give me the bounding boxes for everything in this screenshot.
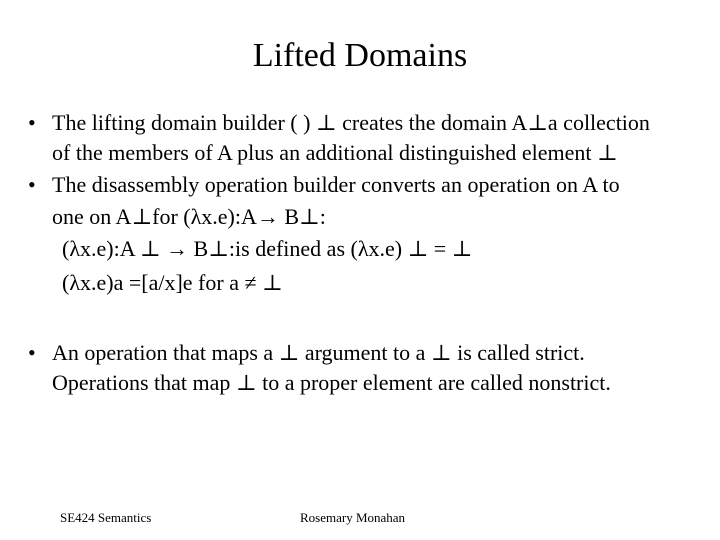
bullet-2-line-3: (λx.e):A ⊥ → B⊥:is defined as (λx.e) ⊥ = ⊥ xyxy=(62,236,473,261)
footer-course: SE424 Semantics xyxy=(60,510,152,525)
footer-author: Rosemary Monahan xyxy=(300,510,406,525)
bullet-marker-1: • xyxy=(28,110,36,135)
bullet-1-line-2: of the members of A plus an additional distinguished element ⊥ xyxy=(52,140,618,165)
bullet-marker-3: • xyxy=(28,340,36,365)
bullet-2-line-1: The disassembly operation builder converts an operation on A to xyxy=(52,172,620,197)
bullet-3-line-2: Operations that map ⊥ to a proper element are called nonstrict. xyxy=(52,370,611,395)
bullet-marker-2: • xyxy=(28,172,36,197)
bullet-2-line-4: (λx.e)a =[a/x]e for a ≠ ⊥ xyxy=(62,270,283,295)
bullet-3-line-1: An operation that maps a ⊥ argument to a ⊥ is called strict. xyxy=(52,340,585,365)
bullet-2-line-2: one on A⊥for (λx.e):A→ B⊥: xyxy=(52,204,326,229)
bullet-1-line-1: The lifting domain builder ( ) ⊥ creates the domain A⊥a collection xyxy=(52,110,650,135)
slide-title: Lifted Domains xyxy=(252,37,468,74)
